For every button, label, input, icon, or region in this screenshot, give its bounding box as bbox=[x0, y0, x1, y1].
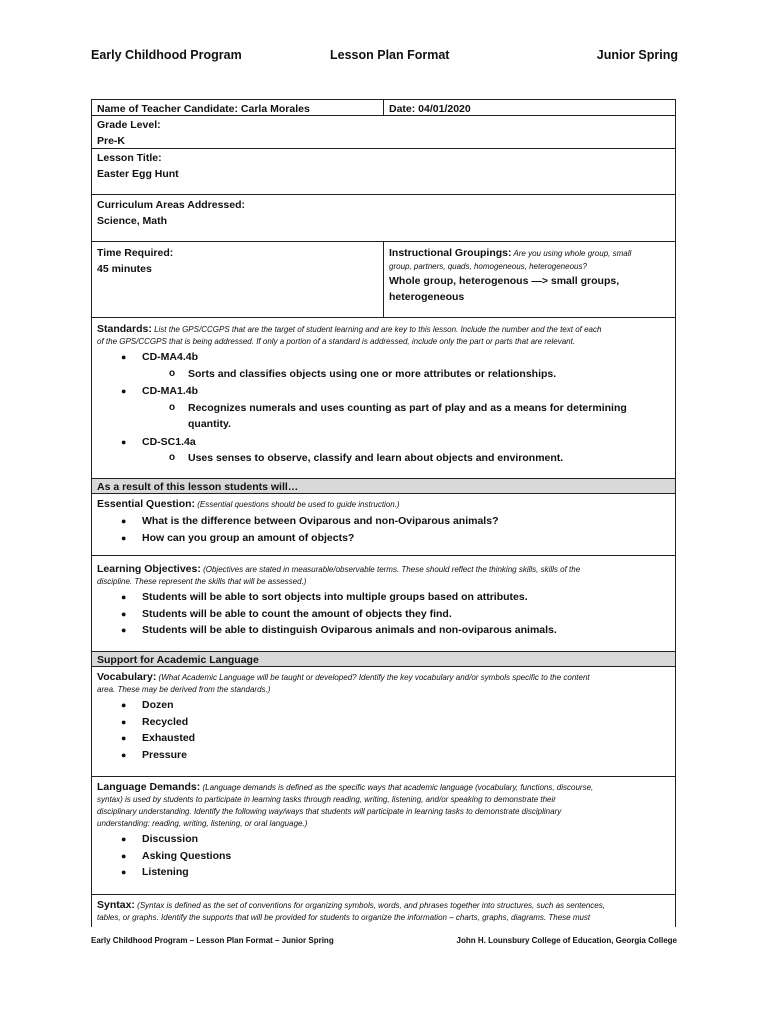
essential-label: Essential Question: bbox=[97, 498, 196, 510]
time-groupings-row bbox=[91, 241, 676, 318]
teacher-row bbox=[91, 99, 676, 116]
time-cell bbox=[92, 242, 384, 317]
syntax-note: (Syntax is defined as the set of conventions for organizing symbols, words, and phrases together into structures, such as sentences, bbox=[134, 901, 605, 910]
time-label: Time Required: bbox=[97, 247, 174, 259]
objectives-note: (Objectives are stated in measurable/observable terms. These should reflect the thinking skills, skills of the bbox=[200, 565, 581, 574]
list-item: ● Students will be able to sort objects into multiple groups based on attributes. bbox=[97, 589, 670, 606]
circle-bullet-icon: o bbox=[169, 452, 176, 463]
objectives-note-cont: discipline. These represent the skills that will be assessed.) bbox=[97, 577, 307, 586]
language-note: (Language demands is defined as the specific ways that academic language (vocabulary, functions, discourse, bbox=[200, 783, 594, 792]
footer-college: John H. Lounsbury College of Education, Georgia College bbox=[456, 936, 677, 945]
lesson-date: Date: 04/01/2020 bbox=[389, 103, 471, 115]
syntax-note-cont: tables, or graphs. Identify the supports that will be provided for students to organize the information – charts, graphs, diagrams. These must bbox=[97, 913, 591, 922]
groupings-note-cont: group, partners, quads, homogeneous, heterogeneous? bbox=[389, 262, 587, 271]
vocabulary-list bbox=[97, 697, 670, 763]
bullet-icon: ● bbox=[121, 386, 127, 396]
bullet-icon: ● bbox=[121, 436, 127, 447]
support-row bbox=[91, 651, 676, 667]
result-label: As a result of this lesson students will… bbox=[97, 481, 299, 493]
list-item: ● Recycled bbox=[97, 714, 670, 731]
grade-row bbox=[91, 115, 676, 149]
essential-list bbox=[97, 513, 670, 546]
language-label: Language Demands: bbox=[97, 781, 201, 793]
curriculum-value: Science, Math bbox=[97, 215, 168, 227]
bullet-icon: ● bbox=[121, 867, 127, 877]
language-demands-row bbox=[91, 776, 676, 895]
teacher-name: Name of Teacher Candidate: Carla Morales bbox=[92, 100, 384, 115]
groupings-label: Instructional Groupings: bbox=[389, 247, 512, 259]
lesson-plan-table bbox=[91, 99, 678, 927]
standards-note: List the GPS/CCGPS that are the target of student learning and are key to this lesson. Include the number and the text of each bbox=[151, 325, 602, 334]
time-value: 45 minutes bbox=[97, 263, 152, 275]
result-row bbox=[91, 478, 676, 494]
circle-bullet-icon: o bbox=[169, 401, 176, 413]
list-item: ● How can you group an amount of objects? bbox=[97, 530, 670, 547]
list-item: ● Exhausted bbox=[97, 730, 670, 747]
bullet-icon: ● bbox=[121, 532, 127, 543]
essential-note: (Essential questions should be used to guide instruction.) bbox=[195, 500, 400, 509]
groupings-value-cont: heterogeneous bbox=[389, 291, 465, 303]
syntax-label: Syntax: bbox=[97, 899, 135, 911]
lesson-title-label: Lesson Title: bbox=[97, 152, 162, 164]
list-item: ● Dozen bbox=[97, 697, 670, 714]
bullet-icon: ● bbox=[121, 608, 127, 619]
standard-description: o Sorts and classifies objects using one or more attributes or relationships. bbox=[97, 366, 670, 383]
standard-item: ● CD-SC1.4a bbox=[97, 434, 670, 451]
bullet-icon: ● bbox=[121, 716, 127, 727]
bullet-icon: ● bbox=[121, 834, 127, 844]
groupings-cell bbox=[384, 242, 675, 317]
support-label: Support for Academic Language bbox=[97, 654, 259, 666]
list-item: ● Students will be able to distinguish Oviparous animals and non-oviparous animals. bbox=[97, 622, 670, 639]
vocabulary-note: (What Academic Language will be taught or developed? Identify the key vocabulary and/or symbols specific to the content bbox=[156, 673, 590, 682]
list-item: ● Discussion bbox=[97, 831, 670, 848]
groupings-note: Are you using whole group, small bbox=[511, 249, 632, 258]
objectives-row bbox=[91, 555, 676, 652]
objectives-label: Learning Objectives: bbox=[97, 563, 201, 575]
standards-row bbox=[91, 317, 676, 479]
standard-description-cont: quantity. bbox=[188, 418, 231, 430]
vocabulary-row bbox=[91, 666, 676, 777]
language-note-cont: understanding: reading, writing, listening, or oral language.) bbox=[97, 819, 308, 828]
language-note-cont: syntax) is used by students to participate in learning tasks through reading, writing, listening, and/or speaking to demonstrate their bbox=[97, 795, 556, 804]
lesson-title-row bbox=[91, 148, 676, 195]
standards-list bbox=[97, 349, 670, 366]
bullet-icon: ● bbox=[121, 592, 127, 602]
standards-note-cont: of the GPS/CCGPS that is being addressed. If only a portion of a standard is addressed, include only the part or parts that are relevant. bbox=[97, 337, 576, 346]
list-item: ● Pressure bbox=[97, 747, 670, 764]
bullet-icon: ● bbox=[121, 850, 127, 861]
header-title: Lesson Plan Format bbox=[330, 48, 450, 62]
curriculum-label: Curriculum Areas Addressed: bbox=[97, 199, 246, 211]
standards-label: Standards: bbox=[97, 323, 152, 335]
lesson-title-value: Easter Egg Hunt bbox=[97, 168, 179, 180]
list-item: ● Asking Questions bbox=[97, 848, 670, 865]
standard-item: ● CD-MA4.4b bbox=[97, 349, 670, 366]
curriculum-row bbox=[91, 194, 676, 242]
standard-description: o Uses senses to observe, classify and learn about objects and environment. bbox=[97, 450, 670, 467]
bullet-icon: ● bbox=[121, 516, 127, 526]
objectives-list bbox=[97, 589, 670, 639]
vocabulary-label: Vocabulary: bbox=[97, 671, 157, 683]
list-item: ● Listening bbox=[97, 864, 670, 881]
circle-bullet-icon: o bbox=[169, 367, 176, 379]
bullet-icon: ● bbox=[121, 625, 127, 635]
grade-label: Grade Level: bbox=[97, 119, 161, 131]
language-note-cont: disciplinary understanding. Identify the following way/ways that students will participate in learning tasks to demonstrate disciplinary bbox=[97, 807, 562, 816]
bullet-icon: ● bbox=[121, 700, 127, 710]
vocabulary-note-cont: area. These may be derived from the standards.) bbox=[97, 685, 271, 694]
list-item: ● Students will be able to count the amount of objects they find. bbox=[97, 606, 670, 623]
grade-value: Pre-K bbox=[97, 135, 126, 147]
standard-description: o Recognizes numerals and uses counting as part of play and as a means for determining bbox=[97, 400, 670, 417]
footer-program: Early Childhood Program – Lesson Plan Format – Junior Spring bbox=[91, 936, 334, 945]
language-list bbox=[97, 831, 670, 881]
bullet-icon: ● bbox=[121, 352, 127, 362]
groupings-value: Whole group, heterogenous —> small groups, bbox=[389, 275, 620, 287]
standard-item: ● CD-MA1.4b bbox=[97, 383, 670, 400]
syntax-row bbox=[91, 894, 676, 927]
header-term: Junior Spring bbox=[596, 48, 678, 62]
header-program: Early Childhood Program bbox=[91, 48, 242, 62]
bullet-icon: ● bbox=[121, 733, 127, 743]
list-item: ● What is the difference between Oviparous and non-Oviparous animals? bbox=[97, 513, 670, 530]
bullet-icon: ● bbox=[121, 749, 127, 760]
essential-row bbox=[91, 493, 676, 556]
